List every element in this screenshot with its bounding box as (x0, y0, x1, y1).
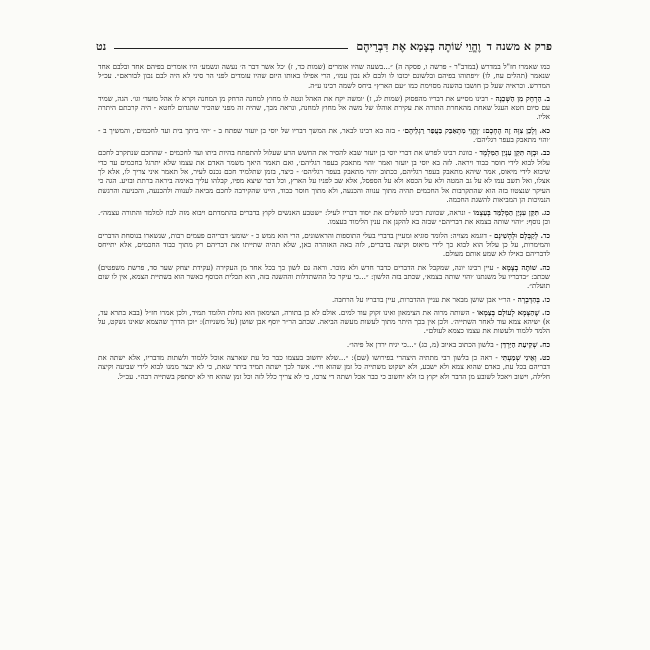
paragraph (98, 62, 550, 90)
paragraph (98, 295, 550, 304)
note-number: כא. (539, 125, 550, 135)
paragraph-text: כמו שאמרו חז"ל במדרש (במדב"ר - פרשה ו, פסקה ה) ״...בשעה שהיו אומרים (שמות כד, ז) ׳כל אשר דבר ה׳ נעשה ונשמע׳ היו אומרים בפיהם אחד ובלבם אחד שנאמר (תהלים עח, לו) ׳ויפתוהו בפיהם ובלשונם יכזבו לו ולבם לא נכון עמו׳, הרי אפילו באותו היום שהיו עומדים לפני הר סיני לא היה לבם נכון לבוראם״. עכ״ל המדרש. וכראיה שעל כן חושבו בהשנה מסוימת כמו ״עם הארץ״ ביחס לשמה רבינו ע״ה. (98, 62, 550, 90)
lemma: תִּקֵּן עִנְיַן הַמְּלַמֵּד בְּעַצְמוֹ (473, 208, 539, 218)
paragraph-text: - ונראה, שכוונת רבינו להשלים את יסוד דבריו לעיל: ״שטבע האנשים לקוץ בדברים בהתמדתם ויבוא מזה לבוז למלמד והתורה עצמה״. וכן נוסף: ״והוי שותה בצמא את דבריהם״ שבזה בא להקנן את ענין הלימוד בעצמו. (98, 208, 550, 227)
header-title: וֶהֱוֵי שׁוֹתֶה בְצָמָא אֶת דִּבְרֵיהֶם (356, 39, 481, 53)
note-number: כט. (539, 353, 550, 363)
note-number: כו. (542, 294, 550, 304)
paragraph (98, 94, 550, 122)
lemma: וְאֵינִי שְׁמַעְתִּי (500, 353, 537, 363)
note-number: כח. (539, 339, 550, 349)
note-number: כז. (541, 307, 550, 317)
commentary-text (98, 62, 550, 622)
lemma: שֶׁהַצָּמָא לְעוֹלָם בְּצַמְאוֹ (477, 307, 540, 317)
lemma: שְׁקִיעַת הַיַּרְדֵּן (500, 339, 538, 349)
paragraph (98, 308, 550, 336)
note-number: כג. (541, 208, 550, 218)
note-number: ב. (544, 93, 550, 103)
paragraph (98, 353, 550, 381)
page-number: נט (96, 39, 107, 53)
paragraph (98, 263, 550, 291)
chapter-reference: פרק א משנה ד (486, 39, 552, 53)
lemma: בְּהִדָּבְרָה (517, 294, 540, 304)
paragraph-text: - רבינו מסייע את דבריו מהפסוק (שמות לג, ז) ׳ומשה יקח את האהל ונטה לו מחוץ למחנה הרחק מן המחנה וקרא לו אהל מועד׳ וגו׳. הגה, שמיד עם סיום חטא העגל שאחת מהאחרת התורה את עקירת אוהלו של משה אל מחוץ למחנה, ונראה מכך, שהיה זה מפני שהכיר שהגדום לחטא - היה קרבתם היתרה אליו. (98, 93, 550, 122)
lemma: לְקַבְּלָם וּלְהָשִׁינָם (494, 230, 539, 240)
paragraph-text: - כוונת רבינו לפרש את דברי יוסי בן יועזר שבא להסיר את החשש הרע שעלול להתפתח בהיות ביתו ועד לחכמים - שהחכם שנתקרב לחכם עלול לבוא לידי חוסר כבוד ויראה. לזה בא יוסי בן יועזר ואמר ׳והוי מתאבק בעפר רגליהם׳, ואם תאמר היאך משמר האדם את עצמו שלא יתרגל בחכמים עד כדי שיבוא לידי מיאוס, אמר שיהא מתאבק בעפר רגליהם, ככתוב ׳והוי מתאבק בעפר רגליהם׳ - כיצד, בזמן שתלמיד חכם נכנס לעיר, אל תאמר איני צריך לו, אלא לך אצלו, ואל תשב עמו לא על גב המטה ולא על הכסא ולא על הספסל, אלא שב לפניו על הארץ, וכל דבר שיצא מפיו, קבלהו עליך באימה ביראה ברתת ובזיע. הגה כי העיקר שנצטוו בזה הוא שהתקרבות אל החכמים תהיה מתוך ענווה והכנעה, ולא מתוך חוסר כבוד, היינו שהקירבה לחכם מביאה לענווה ולהכנעה, והכניעה והרגשת הנמיכות הן המביאות להשגת החכמה. (98, 148, 550, 204)
note-number: כד. (540, 230, 550, 240)
paragraph-text: - השותה מרוה את הצימאון ואינו זקוק עוד למים. אולם לא כן בתורה, הצימאון הוא נחלת הלומד תמיד, ולכן אמרו חז״ל (בבא בתרא עד, א) ׳שיהא צמא עוד לאחר השתייה׳. ולכן אין בכך היתר מתוך לעשות מעשה הביאה. שכתב הר״ר יוסף אבן שושן (על משניות): ״וכן הדרך שהצמא שאינו נשקט, על הלמד ללמוד ולעשות את עצמו כצמא לעולם״. (98, 307, 550, 336)
paragraph-text: - ראה כן בלשון רבי מתתיה היצהרי בפירושו (שם): ״...שלא יחשוב בעצמו כבר כל עת שארצה אוכל ללמוד ולשתות מדבריו, אלא ישתה את דבריהם בכל עת, כאדם שהוא צמא ולא ישבע, ולא ישקוט משתייה כל זמן שהוא חי״. אשר לכך ישתה תמיד ביתר שאת, כי לא יבצר ממנו לבוא לידי שביעה וקיצה חלילה, וישוב ויאכל לשובע מן הדבר ולא יקוץ בו ולא יחשוב כי כבר אכל ושתה די צרכו, כי לא צריך כלל לזה וכל זמן שהוא חי לא יסתפק בשתייה רבה״. עכ״ל. (98, 353, 550, 381)
paragraph-text: - הר״י אבן שושן מבאר את עניין ההדברות, עיין בדבריו על הרחבה. (332, 294, 516, 304)
paragraph (98, 148, 550, 204)
paragraph-text: - עיין רבינו יונה, שמקבל את הדברים כדבר חדש ולא מוכר. וראה גם לשון כך בכל אחד מן העקירה (עקידת יצחק שער סד, פרשת משפטים) שכתב: ״בדבריו על משנתנו ׳והוי שותה בצמא׳, שכתב בזה הלשון: ״...כי עיקר כל ההשתדלות וההשגה בזה, הוא תכלית הכוסף כאשר הוא בשתיית הצמא, אין לו שום תועלת״. (98, 262, 550, 291)
lemma: הַרְחֵק מִן הַשְּׁכֵנָה (495, 93, 542, 103)
paragraph-text: - דוגמא מצויה: הלומד סוגיא ומעיין בדברי בעלי התוספות והראשונים, הרי הוא ממש כ - ׳שומע׳ דבריהם פעמים רבות, שנשארו בנוסחת הדברים והמימרות, על כן עלול הוא לבוא כך לידי מיאוס וקיצה בדברים, לזה באה האזהרה כאן, שלא תהיה שתייתו את דבריהם רק מתוך כבוד החכמים, אלא יתייחס לדבריהם כאילו לא שמע אותם מעולם. (98, 230, 550, 259)
note-number: כב. (540, 148, 550, 158)
paragraph-text: - בזה בא רבינו לבאר, את המשך דבריו של יוסי בן יועזר שפתח ב - ׳יהי ביתך בית ועד לחכמים׳, והמשיך ב - ׳והוי מתאבק בעפר רגליהם׳. (98, 125, 550, 145)
note-number: כה. (539, 262, 550, 272)
header-rule (114, 48, 348, 49)
lemma: וְלָכֵן צִוָּה זֶה הֶחָכָם: ׳וֶהֱוֵי מִתְאַבֵּק בַּעֲפַר רַגְלֵיהֶם׳ (402, 125, 537, 135)
lemma: וּבָזֶה תִּקֵּן עִנְיַן הַמִּלְמָד (479, 148, 539, 158)
running-header (96, 38, 552, 54)
paragraph-text: - בלשון הכתוב באיוב (מ, כג) ״...כי יגיח ירדן אל פיהו״. (346, 339, 499, 349)
paragraph (98, 340, 550, 349)
paragraph (98, 126, 550, 145)
paragraph (98, 208, 550, 227)
lemma: שׁוֹתֶה בְצָמָא (502, 262, 537, 272)
paragraph (98, 231, 550, 259)
